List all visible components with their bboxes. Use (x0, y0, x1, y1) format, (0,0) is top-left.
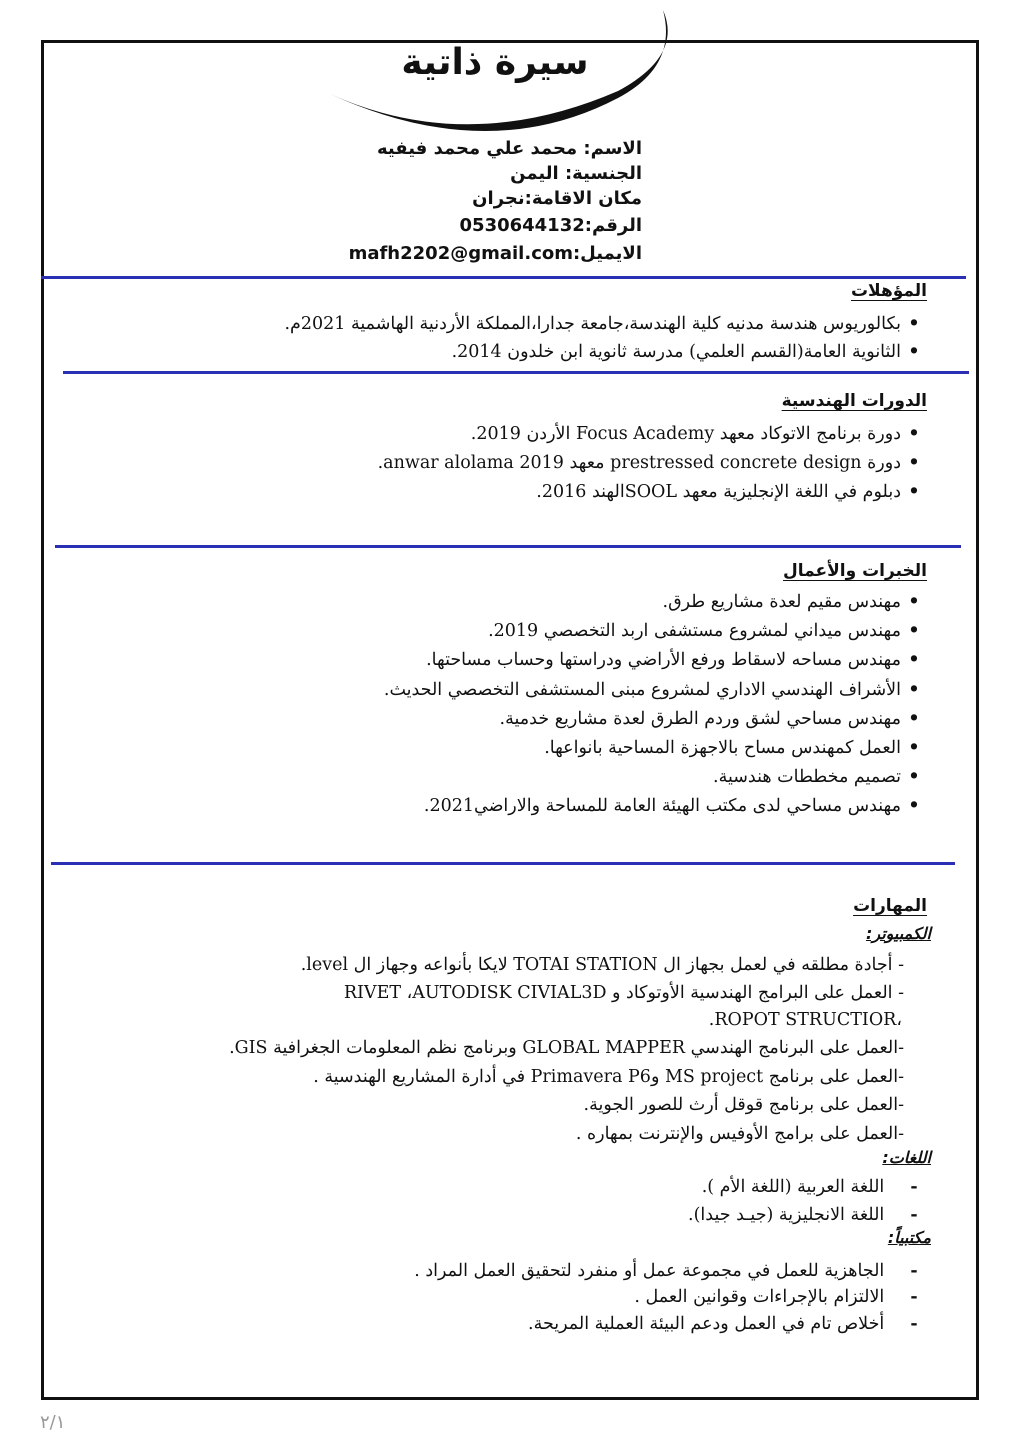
contact-name: الاسم: محمد علي محمد فيفيه (376, 138, 642, 159)
page-title: سيرة ذاتية (401, 42, 589, 83)
computer-skill-item: ،ROPOT STRUCTIOR. (708, 1010, 902, 1030)
computer-skills-heading: الكمبيوتر: (865, 924, 931, 943)
course-item: •دورة prestressed concrete design معهد anwar alolama 2019. (377, 453, 920, 473)
computer-skill-item: -العمل على برامج الأوفيس والإنترنت بمهاره . (575, 1124, 904, 1144)
section-divider (41, 276, 966, 279)
contact-residence: مكان الاقامة:نجران (472, 188, 642, 209)
experience-heading: الخبرات والأعمال (782, 561, 927, 581)
experience-item: •تصميم مخططات هندسية. (713, 767, 920, 787)
course-item: •دورة برنامج الاتوكاد معهد Focus Academy الأردن 2019. (470, 424, 920, 444)
course-item: •دبلوم في اللغة الإنجليزية معهد SOOLالهند 2016. (536, 482, 920, 502)
contact-email: الايميل:mafh2202@gmail.com (348, 243, 642, 264)
language-item: - اللغة الانجليزية (جيـد جيدا). (688, 1205, 918, 1225)
acquired-skill-item: - الالتزام بالإجراءات وقوانين العمل . (634, 1287, 918, 1307)
page-number: ٢/١ (40, 1412, 66, 1433)
experience-item: •مهندس مساحي لدى مكتب الهيئة العامة للمساحة والاراضي2021. (423, 796, 920, 816)
acquired-skill-item: - أخلاص تام في العمل ودعم البيئة العملية المريحة. (528, 1314, 918, 1334)
experience-item: •العمل كمهندس مساح بالاجهزة المساحية بانواعها. (544, 738, 920, 758)
experience-item: •مهندس مقيم لعدة مشاريع طرق. (662, 592, 920, 612)
acquired-skills-heading: مكتبياً: (887, 1228, 931, 1247)
section-divider (55, 545, 961, 548)
computer-skill-item: - العمل على البرامج الهندسية الأوتوكاد و RIVET ،AUTODISK CIVIAL3D (343, 983, 904, 1003)
qualification-item: •بكالوريوس هندسة مدنيه كلية الهندسة،جامعة جدارا،المملكة الأردنية الهاشمية 2021م. (284, 314, 920, 334)
contact-nationality: الجنسية: اليمن (510, 163, 642, 184)
qualifications-heading: المؤهلات (850, 281, 927, 301)
courses-heading: الدورات الهندسية (781, 391, 927, 411)
section-divider (51, 862, 955, 865)
experience-item: •مهندس ميداني لمشروع مستشفى اربد التخصصي 2019. (488, 621, 920, 641)
contact-phone: الرقم:0530644132 (459, 215, 642, 236)
computer-skill-item: -العمل على البرنامج الهندسي GLOBAL MAPPER وبرنامج نظم المعلومات الجغرافية GIS. (229, 1038, 904, 1058)
computer-skill-item: -العمل على برنامج قوقل أرث للصور الجوية. (583, 1095, 904, 1115)
experience-item: •الأشراف الهندسي الاداري لمشروع مبنى المستشفى التخصصي الحديث. (383, 680, 920, 700)
experience-item: •مهندس مساحه لاسقاط ورفع الأراضي ودراستها وحساب مساحتها. (426, 650, 920, 670)
language-item: - اللغة العربية (اللغة الأم ). (701, 1177, 918, 1197)
computer-skill-item: -العمل على برنامج MS project وPrimavera P6 في أدارة المشاريع الهندسية . (313, 1067, 904, 1087)
languages-heading: اللغات: (882, 1148, 931, 1167)
computer-skill-item: - أجادة مطلقه في لعمل بجهاز ال TOTAI STATION لايكا بأنواعه وجهاز ال level. (300, 955, 904, 975)
skills-heading: المهارات (853, 896, 927, 916)
acquired-skill-item: - الجاهزية للعمل في مجموعة عمل أو منفرد لتحقيق العمل المراد . (414, 1261, 918, 1281)
experience-item: •مهندس مساحي لشق وردم الطرق لعدة مشاريع خدمية. (499, 709, 920, 729)
qualification-item: •الثانوية العامة(القسم العلمي) مدرسة ثانوية ابن خلدون 2014. (451, 342, 920, 362)
section-divider (63, 371, 969, 374)
